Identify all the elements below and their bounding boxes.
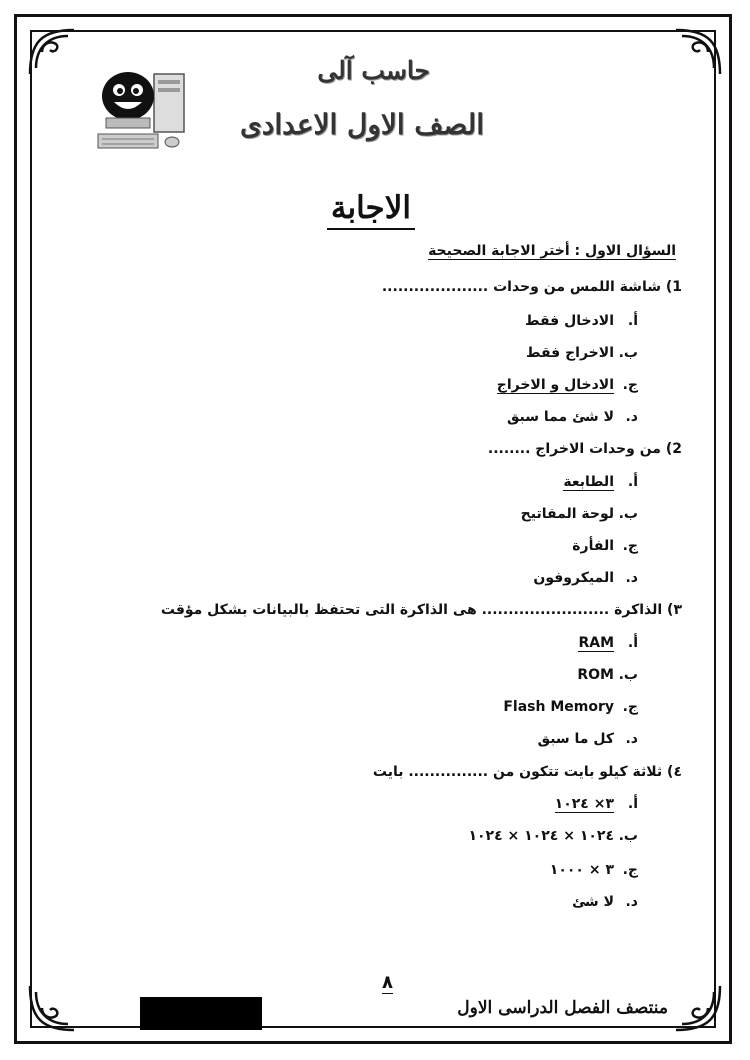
option-text: ٣ × ١٠٠٠ xyxy=(549,862,614,878)
option-text: الادخال فقط xyxy=(524,313,614,329)
option-2d xyxy=(533,570,638,586)
question-number: ٤) xyxy=(667,764,682,780)
option-text: لا شئ xyxy=(572,894,614,910)
option-letter: ج. xyxy=(622,862,638,878)
option-text: الميكروفون xyxy=(533,570,614,586)
option-3d xyxy=(538,731,638,747)
question-number: ٣) xyxy=(667,602,682,618)
question-1 xyxy=(382,279,682,295)
footer-text: منتصف الفصل الدراسى الاول xyxy=(457,998,668,1018)
option-4c xyxy=(550,862,638,878)
option-letter: أ. xyxy=(627,635,638,651)
question-2 xyxy=(488,441,682,457)
option-4a xyxy=(555,796,638,812)
option-text: الاخراج فقط xyxy=(525,345,614,361)
option-2b xyxy=(521,506,638,522)
option-1b xyxy=(526,345,638,361)
section-heading: السؤال الاول : أختر الاجابة الصحيحة xyxy=(428,243,676,259)
option-letter: ج. xyxy=(622,377,638,393)
option-text: لوحة المفاتيح xyxy=(520,506,614,522)
option-letter: أ. xyxy=(627,474,638,490)
option-text: ١٠٢٤ × ١٠٢٤ × ١٠٢٤ xyxy=(468,828,614,844)
option-letter: د. xyxy=(625,570,638,586)
option-4d xyxy=(572,894,638,910)
option-text: كل ما سبق xyxy=(537,731,614,747)
question-number: 2) xyxy=(665,441,682,457)
answer-heading: الاجابة xyxy=(327,190,415,230)
redaction-box xyxy=(140,997,262,1030)
option-letter: ج. xyxy=(622,699,638,715)
question-text: من وحدات الاخراج ........ xyxy=(487,441,661,457)
option-1d xyxy=(507,409,638,425)
option-letter: د. xyxy=(625,409,638,425)
question-number: 1) xyxy=(665,279,682,295)
question-text: الذاكرة ........................ هى الذاكرة التى تحتفظ بالبيانات بشكل مؤقت xyxy=(160,602,663,618)
option-text: ROM xyxy=(577,667,614,683)
grade-title: الصف الاول الاعدادى xyxy=(239,108,484,141)
option-text-correct: ٣× ١٠٢٤ xyxy=(554,796,614,812)
option-2a xyxy=(563,474,638,490)
option-letter: ب. xyxy=(618,828,638,844)
page-number: ٨ xyxy=(382,972,393,993)
option-letter: ب. xyxy=(618,506,638,522)
option-letter: د. xyxy=(625,731,638,747)
option-3a xyxy=(578,635,638,651)
option-letter: أ. xyxy=(627,313,638,329)
option-text-correct: RAM xyxy=(578,635,614,651)
question-4 xyxy=(373,764,682,780)
option-1a xyxy=(525,313,638,329)
question-text: شاشة اللمس من وحدات .................... xyxy=(381,279,661,295)
option-4b xyxy=(468,828,638,844)
option-text-correct: الطابعة xyxy=(563,474,614,490)
option-letter: ب. xyxy=(618,345,638,361)
subject-title: حاسب آلى xyxy=(317,56,430,85)
option-letter: أ. xyxy=(627,796,638,812)
option-text-correct: الادخال و الاخراج xyxy=(496,377,614,393)
option-3c xyxy=(503,699,638,715)
question-text: ثلاثة كيلو بايت تتكون من ............... بايت xyxy=(372,764,663,780)
question-3 xyxy=(161,602,682,618)
option-letter: ب. xyxy=(618,667,638,683)
option-letter: ج. xyxy=(622,538,638,554)
option-1c xyxy=(497,377,638,393)
option-2c xyxy=(572,538,638,554)
option-text: الفأرة xyxy=(572,538,614,554)
option-text: Flash Memory xyxy=(503,699,614,715)
option-text: لا شئ مما سبق xyxy=(506,409,614,425)
option-3b xyxy=(577,667,638,683)
option-letter: د. xyxy=(625,894,638,910)
